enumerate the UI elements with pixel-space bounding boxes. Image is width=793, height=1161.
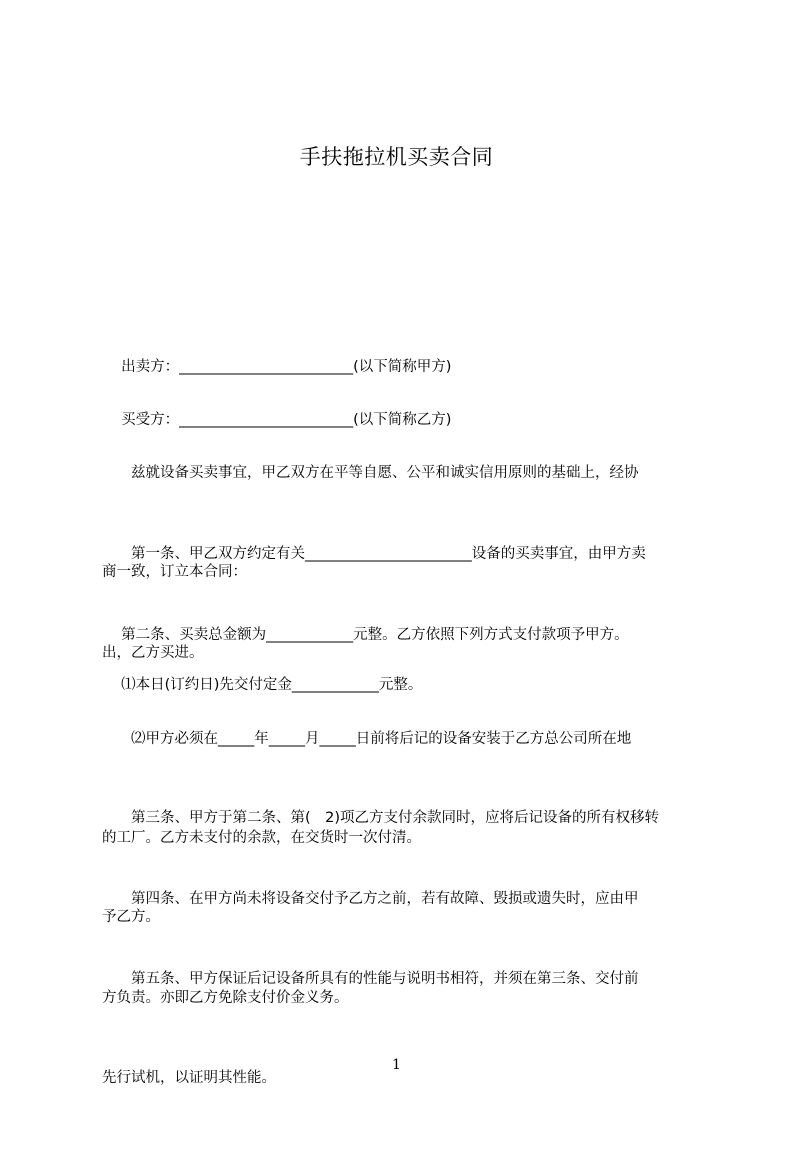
paragraph-line: 商一致，订立本合同： xyxy=(102,564,247,580)
paragraph-line: 方负责。亦即乙方免除支付价金义务。 xyxy=(102,990,349,1006)
paragraph-line: 的工厂。乙方未支付的余款，在交货时一次付清。 xyxy=(102,830,421,846)
paragraph-line: 出，乙方买进。 xyxy=(102,645,204,661)
paragraph-line: 第二条、买卖总金额为____________元整。乙方依照下列方式支付款项予甲方。 xyxy=(102,627,629,643)
paragraph-line: 第三条、甲方于第二条、第( 2)项乙方支付余款同时，应将后记设备的所有权移转 xyxy=(102,810,660,826)
document-title: 手扶拖拉机买卖合同 xyxy=(299,145,494,169)
article-5-paragraph xyxy=(102,897,702,1161)
paragraph-line: 第四条、在甲方尚未将设备交付予乙方之前，若有故障、毁损或遗失时，应由甲 xyxy=(102,891,639,907)
paragraph-line: 先行试机，以证明其性能。 xyxy=(102,1070,276,1086)
paragraph-line: 兹就设备买卖事宜，甲乙双方在平等自愿、公平和诚实信用原则的基础上，经协 xyxy=(102,465,639,481)
paragraph-line: ⑴本日(订约日)先交付定金____________元整。 xyxy=(102,677,423,693)
paragraph-line: 第一条、甲乙双方约定有关_______________________设备的买卖事宜，由甲方卖 xyxy=(102,546,646,562)
paragraph-line: 予乙方。 xyxy=(102,909,160,925)
page-number: 1 xyxy=(392,1057,401,1073)
paragraph-line: 出卖方：________________________(以下简称甲方) xyxy=(102,359,452,375)
paragraph-line: ⑵甲方必须在_____年_____月_____日前将后记的设备安装于乙方总公司所在地 xyxy=(102,731,632,747)
paragraph-line: 第五条、甲方保证后记设备所具有的性能与说明书相符，并须在第三条、交付前 xyxy=(102,971,639,987)
paragraph-line: 买受方：________________________(以下简称乙方) xyxy=(102,412,452,428)
